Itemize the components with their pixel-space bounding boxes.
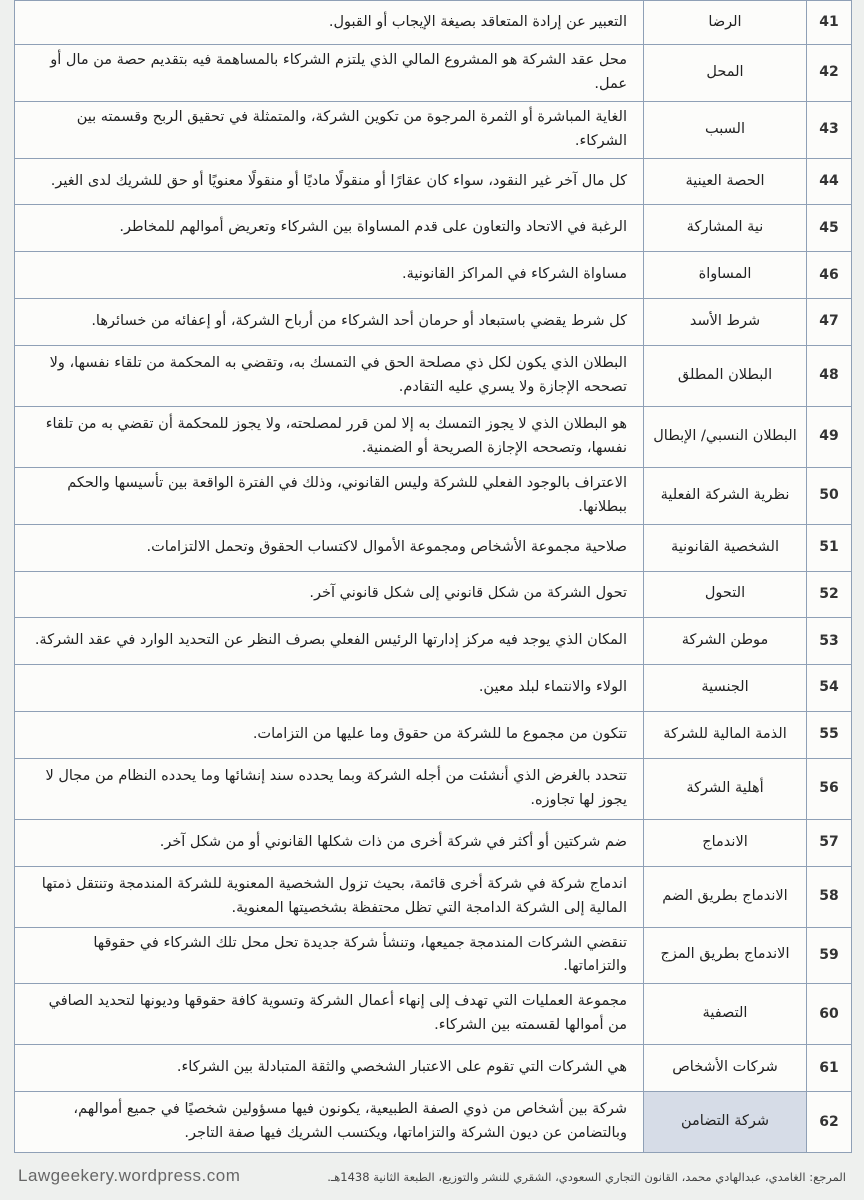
definition-cell: الرغبة في الاتحاد والتعاون على قدم المساواة بين الشركاء وتعريض أموالهم للمخاطر. <box>15 205 644 252</box>
definition-cell: تحول الشركة من شكل قانوني إلى شكل قانوني آخر. <box>15 571 644 618</box>
glossary-table-container <box>14 0 852 1153</box>
table-row <box>15 819 852 866</box>
term-cell: شرط الأسد <box>644 299 807 346</box>
definition-cell: تتكون من مجموع ما للشركة من حقوق وما عليها من التزامات. <box>15 711 644 758</box>
table-row <box>15 45 852 102</box>
row-number: 48 <box>807 345 852 406</box>
term-cell: البطلان النسبي/ الإبطال <box>644 406 807 467</box>
term-cell: الاندماج بطريق المزج <box>644 927 807 984</box>
row-number: 60 <box>807 984 852 1045</box>
definition-cell: الاعتراف بالوجود الفعلي للشركة وليس القانوني، وذلك في الفترة الواقعة بين تأسيسها والحكم ببطلانها. <box>15 467 644 524</box>
table-row <box>15 665 852 712</box>
row-number: 42 <box>807 45 852 102</box>
table-row <box>15 618 852 665</box>
row-number: 46 <box>807 252 852 299</box>
term-cell: الرضا <box>644 1 807 45</box>
table-row <box>15 1045 852 1092</box>
term-cell: الاندماج بطريق الضم <box>644 866 807 927</box>
definition-cell: التعبير عن إرادة المتعاقد بصيغة الإيجاب أو القبول. <box>15 1 644 45</box>
term-cell: موطن الشركة <box>644 618 807 665</box>
table-row <box>15 345 852 406</box>
definition-cell: كل مال آخر غير النقود، سواء كان عقارًا أو منقولًا ماديًا أو منقولًا معنويًا أو حق للشريك لدى الغير. <box>15 158 644 205</box>
row-number: 50 <box>807 467 852 524</box>
row-number: 47 <box>807 299 852 346</box>
term-cell: البطلان المطلق <box>644 345 807 406</box>
row-number: 49 <box>807 406 852 467</box>
definition-cell: تتحدد بالغرض الذي أنشئت من أجله الشركة وبما يحدده سند إنشائها وما يحدده النظام من مجال لا يجوز لها تجاوزه. <box>15 758 644 819</box>
definition-cell: شركة بين أشخاص من ذوي الصفة الطبيعية، يكونون فيها مسؤولين شخصيًا في جميع أموالهم، وبالتضامن عن ديون الشركة والتزاماتها، ويكتسب الشريك فيها صفة التاجر. <box>15 1092 644 1153</box>
table-row <box>15 758 852 819</box>
definition-cell: هي الشركات التي تقوم على الاعتبار الشخصي والثقة المتبادلة بين الشركاء. <box>15 1045 644 1092</box>
term-cell: نية المشاركة <box>644 205 807 252</box>
definition-cell: هو البطلان الذي لا يجوز التمسك به إلا لمن قرر لمصلحته، ولا يجوز للمحكمة أن تقضي به من تلقاء نفسها، وتصححه الإجازة الصريحة أو الضمنية. <box>15 406 644 467</box>
glossary-table-body <box>15 1 852 1153</box>
table-row <box>15 984 852 1045</box>
row-number: 58 <box>807 866 852 927</box>
term-cell: أهلية الشركة <box>644 758 807 819</box>
table-row <box>15 927 852 984</box>
definition-cell: الغاية المباشرة أو الثمرة المرجوة من تكوين الشركة، والمتمثلة في تحقيق الربح وقسمته بين الشركاء. <box>15 101 644 158</box>
term-cell: شركة التضامن <box>644 1092 807 1153</box>
definition-cell: صلاحية مجموعة الأشخاص ومجموعة الأموال لاكتساب الحقوق وتحمل الالتزامات. <box>15 524 644 571</box>
table-row <box>15 1 852 45</box>
definition-cell: محل عقد الشركة هو المشروع المالي الذي يلتزم الشركاء بالمساهمة فيه بتقديم حصة من مال أو عمل. <box>15 45 644 102</box>
term-cell: الذمة المالية للشركة <box>644 711 807 758</box>
row-number: 54 <box>807 665 852 712</box>
definition-cell: ضم شركتين أو أكثر في شركة أخرى من ذات شكلها القانوني أو من شكل آخر. <box>15 819 644 866</box>
row-number: 45 <box>807 205 852 252</box>
row-number: 44 <box>807 158 852 205</box>
term-cell: المساواة <box>644 252 807 299</box>
row-number: 41 <box>807 1 852 45</box>
row-number: 51 <box>807 524 852 571</box>
term-cell: نظرية الشركة الفعلية <box>644 467 807 524</box>
term-cell: التحول <box>644 571 807 618</box>
table-row <box>15 1092 852 1153</box>
row-number: 43 <box>807 101 852 158</box>
definition-cell: مجموعة العمليات التي تهدف إلى إنهاء أعمال الشركة وتسوية كافة حقوقها وديونها لتحديد الصافي من أموالها لقسمته بين الشركاء. <box>15 984 644 1045</box>
reference-note: المرجع: الغامدي، عبدالهادي محمد، القانون التجاري السعودي، الشقري للنشر والتوزيع، الطبعة الثانية 1438هـ. <box>327 1170 846 1184</box>
definition-cell: مساواة الشركاء في المراكز القانونية. <box>15 252 644 299</box>
table-row <box>15 571 852 618</box>
definition-cell: البطلان الذي يكون لكل ذي مصلحة الحق في التمسك به، وتقضي به المحكمة من تلقاء نفسها، ولا تصححه الإجازة ولا يسري عليه التقادم. <box>15 345 644 406</box>
glossary-table <box>14 0 852 1153</box>
row-number: 57 <box>807 819 852 866</box>
row-number: 53 <box>807 618 852 665</box>
table-row <box>15 406 852 467</box>
term-cell: السبب <box>644 101 807 158</box>
table-row <box>15 467 852 524</box>
table-row <box>15 711 852 758</box>
definition-cell: كل شرط يقضي باستبعاد أو حرمان أحد الشركاء من أرباح الشركة، أو إعفائه من خسائرها. <box>15 299 644 346</box>
term-cell: شركات الأشخاص <box>644 1045 807 1092</box>
table-row <box>15 866 852 927</box>
definition-cell: تنقضي الشركات المندمجة جميعها، وتنشأ شركة جديدة تحل محل تلك الشركاء في حقوقها والتزاماتها. <box>15 927 644 984</box>
table-row <box>15 158 852 205</box>
site-url: Lawgeekery.wordpress.com <box>18 1166 241 1185</box>
term-cell: الجنسية <box>644 665 807 712</box>
footer <box>0 1160 864 1200</box>
row-number: 59 <box>807 927 852 984</box>
table-row <box>15 205 852 252</box>
table-row <box>15 252 852 299</box>
row-number: 52 <box>807 571 852 618</box>
term-cell: التصفية <box>644 984 807 1045</box>
row-number: 55 <box>807 711 852 758</box>
table-row <box>15 101 852 158</box>
table-row <box>15 524 852 571</box>
definition-cell: اندماج شركة في شركة أخرى قائمة، بحيث تزول الشخصية المعنوية للشركة المندمجة وتنتقل ذمتها المالية إلى الشركة الدامجة التي تظل محتفظة بشخصيتها المعنوية. <box>15 866 644 927</box>
table-row <box>15 299 852 346</box>
term-cell: المحل <box>644 45 807 102</box>
definition-cell: الولاء والانتماء لبلد معين. <box>15 665 644 712</box>
row-number: 56 <box>807 758 852 819</box>
row-number: 61 <box>807 1045 852 1092</box>
term-cell: الاندماج <box>644 819 807 866</box>
term-cell: الحصة العينية <box>644 158 807 205</box>
definition-cell: المكان الذي يوجد فيه مركز إدارتها الرئيس الفعلي بصرف النظر عن التحديد الوارد في عقد الشركة. <box>15 618 644 665</box>
row-number: 62 <box>807 1092 852 1153</box>
term-cell: الشخصية القانونية <box>644 524 807 571</box>
